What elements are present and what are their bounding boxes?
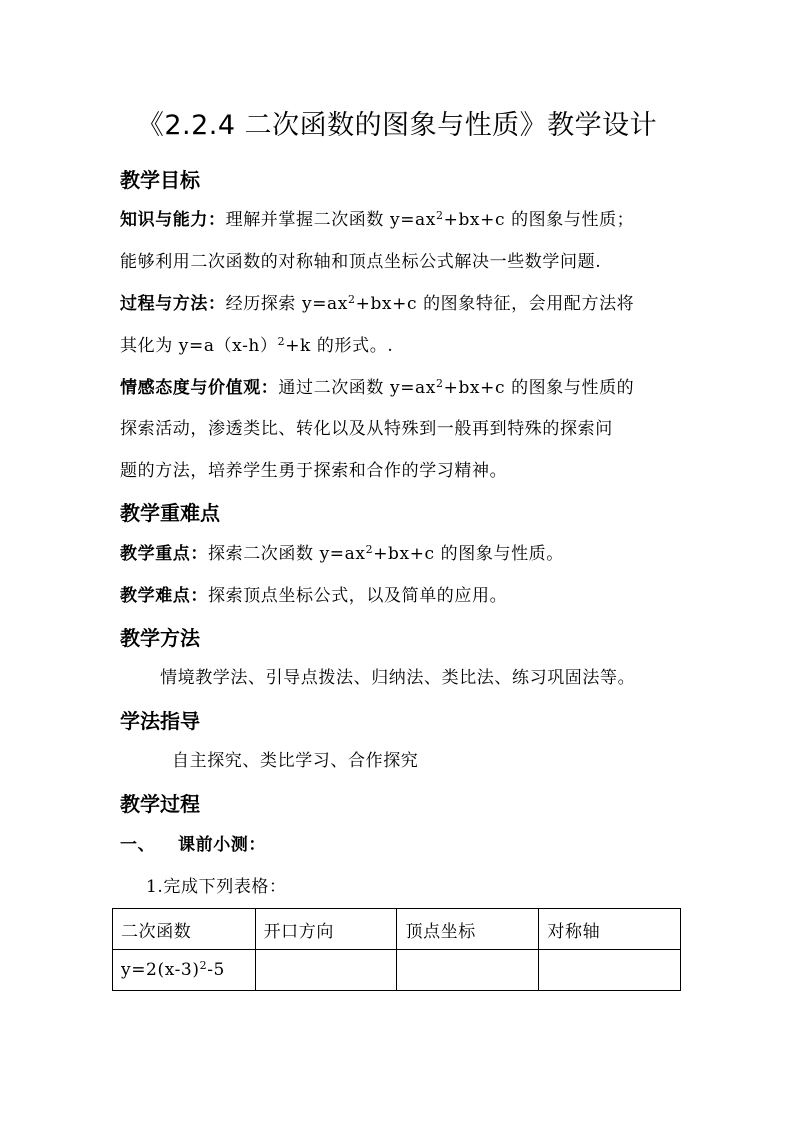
superscript-2: 2 (365, 543, 374, 556)
objective-emotion-line3: 题的方法，培养学生勇于探索和合作的学习精神。 (120, 461, 508, 481)
superscript-2: 2 (435, 377, 444, 390)
keypoint-difficulty (120, 581, 680, 611)
step-number: 一、 (120, 835, 156, 855)
objective-emotion-line2: 探索活动，渗透类比、转化以及从特殊到一般再到特殊的探索问 (120, 419, 613, 439)
process-line2-a: 其化为 y=a（x-h） (120, 336, 278, 356)
process-label: 过程与方法： (120, 294, 226, 314)
emotion-text-a: 通过二次函数 y=ax (278, 378, 436, 398)
objective-process-line2 (120, 331, 680, 361)
step-label: 课前小测： (178, 835, 266, 855)
superscript-2: 2 (199, 959, 208, 972)
heading-objectives: 教学目标 (120, 168, 200, 192)
knowledge-text-b: +bx+c 的图象与性质； (443, 210, 635, 230)
guidance-text: 自主探究、类比学习、合作探究 (172, 751, 419, 771)
process-text-b: +bx+c 的图象特征，会用配方法将 (355, 294, 635, 314)
heading-guidance: 学法指导 (120, 709, 200, 733)
header-cell: 二次函数 (113, 909, 256, 950)
vertex-cell (397, 950, 539, 991)
header-cell: 开口方向 (255, 909, 397, 950)
keypoint-focus (120, 539, 680, 569)
table-header-row (113, 909, 681, 950)
focus-text-a: 探索二次函数 y=ax (208, 544, 366, 564)
emotion-label: 情感态度与价值观： (120, 378, 279, 398)
emotion-text-b: +bx+c 的图象与性质的 (443, 378, 635, 398)
function-table (112, 908, 681, 991)
knowledge-text-a: 理解并掌握二次函数 y=ax (225, 210, 436, 230)
function-text-b: -5 (207, 960, 225, 980)
heading-methods: 教学方法 (120, 626, 200, 650)
task-1: 1.完成下列表格： (146, 877, 287, 897)
focus-text-b: +bx+c 的图象与性质。 (373, 544, 564, 564)
objective-knowledge (120, 205, 680, 235)
table-row (113, 950, 681, 991)
superscript-2: 2 (347, 293, 356, 306)
process-text-a: 经历探索 y=ax (225, 294, 348, 314)
document-title: 《2.2.4 二次函数的图象与性质》教学设计 (136, 110, 658, 141)
knowledge-label: 知识与能力： (120, 210, 226, 230)
process-line2-b: +k 的形式。. (285, 336, 394, 356)
difficulty-label: 教学难点： (120, 586, 208, 606)
objective-knowledge-line2: 能够利用二次函数的对称轴和顶点坐标公式解决一些数学问题. (120, 252, 602, 272)
objective-emotion (120, 373, 680, 403)
header-cell: 顶点坐标 (397, 909, 539, 950)
heading-process: 教学过程 (120, 792, 200, 816)
objective-process (120, 289, 680, 319)
superscript-2: 2 (277, 335, 286, 348)
function-text-a: y=2(x-3) (121, 960, 200, 980)
focus-label: 教学重点： (120, 544, 208, 564)
function-cell (113, 950, 256, 991)
header-cell: 对称轴 (539, 909, 681, 950)
methods-text: 情境教学法、引导点拨法、归纳法、类比法、练习巩固法等。 (160, 668, 636, 688)
axis-cell (539, 950, 681, 991)
superscript-2: 2 (435, 209, 444, 222)
heading-keypoints: 教学重难点 (120, 501, 220, 525)
opening-direction-cell (255, 950, 397, 991)
difficulty-text: 探索顶点坐标公式，以及简单的应用。 (208, 586, 508, 606)
process-step-1 (120, 830, 680, 860)
